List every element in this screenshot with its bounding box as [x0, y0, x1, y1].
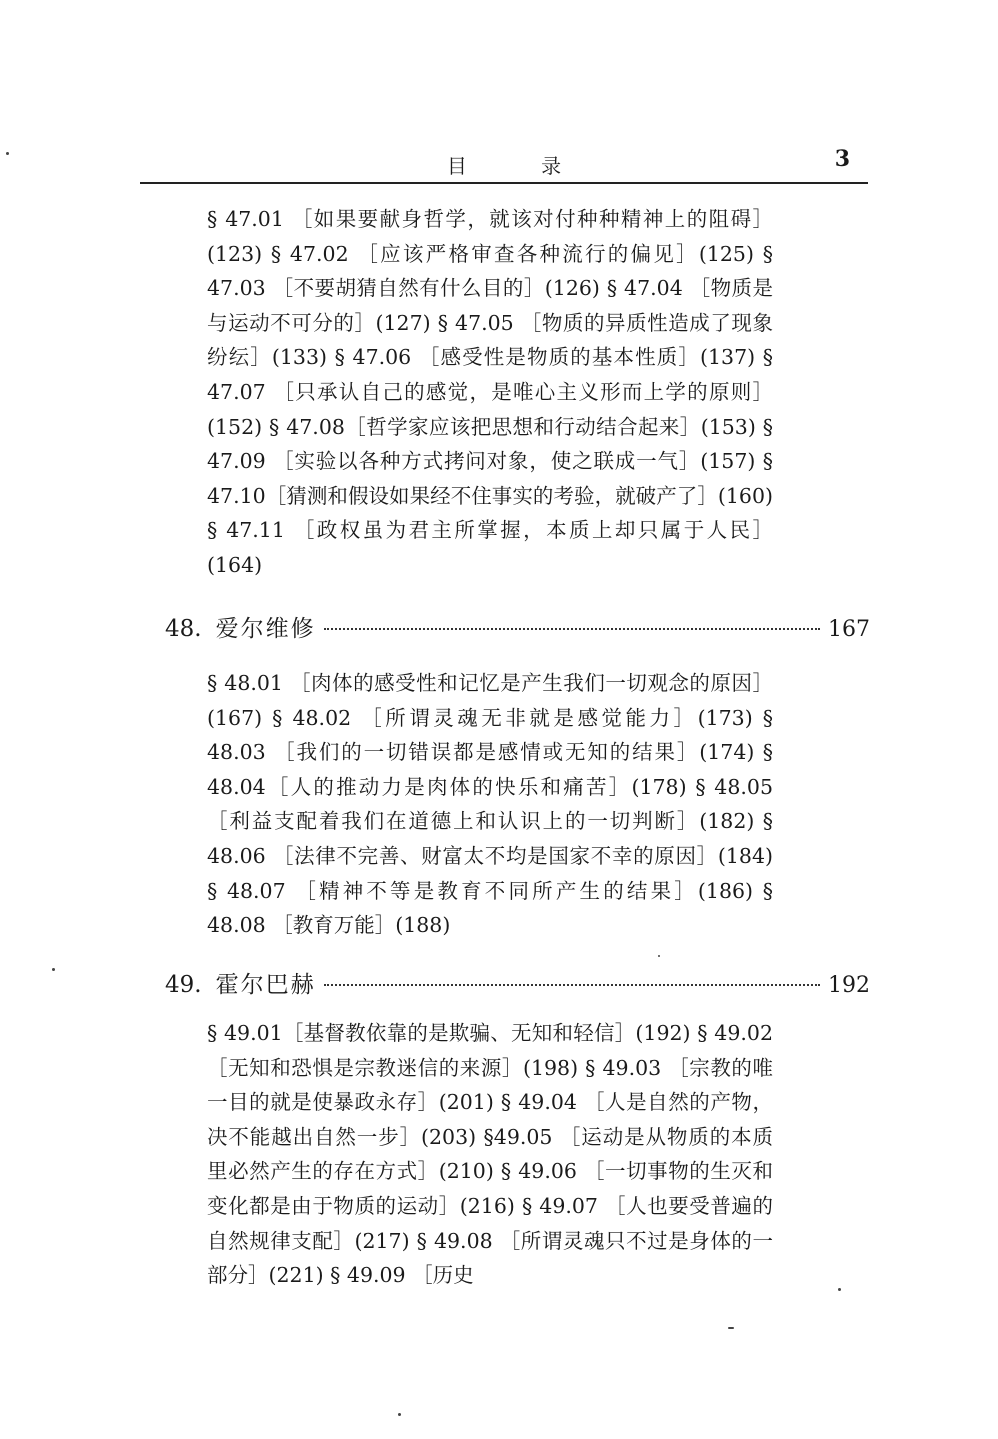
- scan-speck: [658, 955, 660, 957]
- page-number: 3: [834, 146, 850, 172]
- scan-speck: [6, 152, 9, 155]
- header-rule: [140, 182, 868, 184]
- dot-leader: [324, 984, 820, 986]
- dot-leader: [324, 628, 820, 630]
- scan-speck: [398, 1413, 401, 1416]
- page-header: [140, 142, 868, 182]
- section-48-subentries: § 48.01 ［肉体的感受性和记忆是产生我们一切观念的原因］(167) § 48.02 ［所谓灵魂无非就是感觉能力］(173) § 48.03 ［我们的一切错误都是感情或无知的结果］(174) § 48.04［人的推动力是肉体的快乐和痛苦］(178) § 48.05 ［利益支配着我们在道德上和认识上的一切判断］(182) § 48.06 ［法律不完善、财富太不均是国家不幸的原因］(184) § 48.07 ［精神不等是教育不同所产生的结果］(186) § 48.08 ［教育万能］(188): [207, 671, 773, 938]
- section-47-subentries: § 47.01 ［如果要献身哲学，就该对付种种精神上的阻碍］(123) § 47.02 ［应该严格审查各种流行的偏见］(125) § 47.03 ［不要胡猜自然有什么目的］(126) § 47.04 ［物质是与运动不可分的］(127) § 47.05 ［物质的异质性造成了现象纷纭］(133) § 47.06 ［感受性是物质的基本性质］(137) § 47.07 ［只承认自己的感觉，是唯心主义形而上学的原则］(152) § 47.08［哲学家应该把思想和行动结合起来］(153) § 47.09 ［实验以各种方式拷问对象，使之联成一气］(157) § 47.10［猜测和假设如果经不住事实的考验，就破产了］(160) § 47.11 ［政权虽为君主所掌握，本质上却只属于人民］(164): [207, 207, 773, 577]
- chapter-page-number: 192: [828, 973, 870, 998]
- chapter-page-number: 167: [828, 617, 870, 642]
- running-title: 目 录: [446, 154, 596, 178]
- scan-speck: [728, 1327, 734, 1329]
- toc-entry-chapter-48: [165, 610, 870, 644]
- chapter-number: 49.: [165, 972, 202, 998]
- chapter-title: 霍尔巴赫: [215, 972, 316, 998]
- scan-speck: [52, 968, 55, 971]
- chapter-title: 爱尔维修: [215, 616, 316, 642]
- scan-speck: [838, 1288, 841, 1291]
- chapter-number: 48.: [165, 616, 202, 642]
- toc-entry-chapter-49: [165, 966, 870, 1000]
- section-49-subentries: § 49.01［基督教依靠的是欺骗、无知和轻信］(192) § 49.02 ［无知和恐惧是宗教迷信的来源］(198) § 49.03 ［宗教的唯一目的就是使暴政永存］(201) § 49.04 ［人是自然的产物，决不能越出自然一步］(203) §49.05 ［运动是从物质的本质里必然产生的存在方式］(210) § 49.06 ［一切事物的生灭和变化都是由于物质的运动］(216) § 49.07 ［人也要受普遍的自然规律支配］(217) § 49.08 ［所谓灵魂只不过是身体的一部分］(221) § 49.09 ［历史: [207, 1021, 773, 1288]
